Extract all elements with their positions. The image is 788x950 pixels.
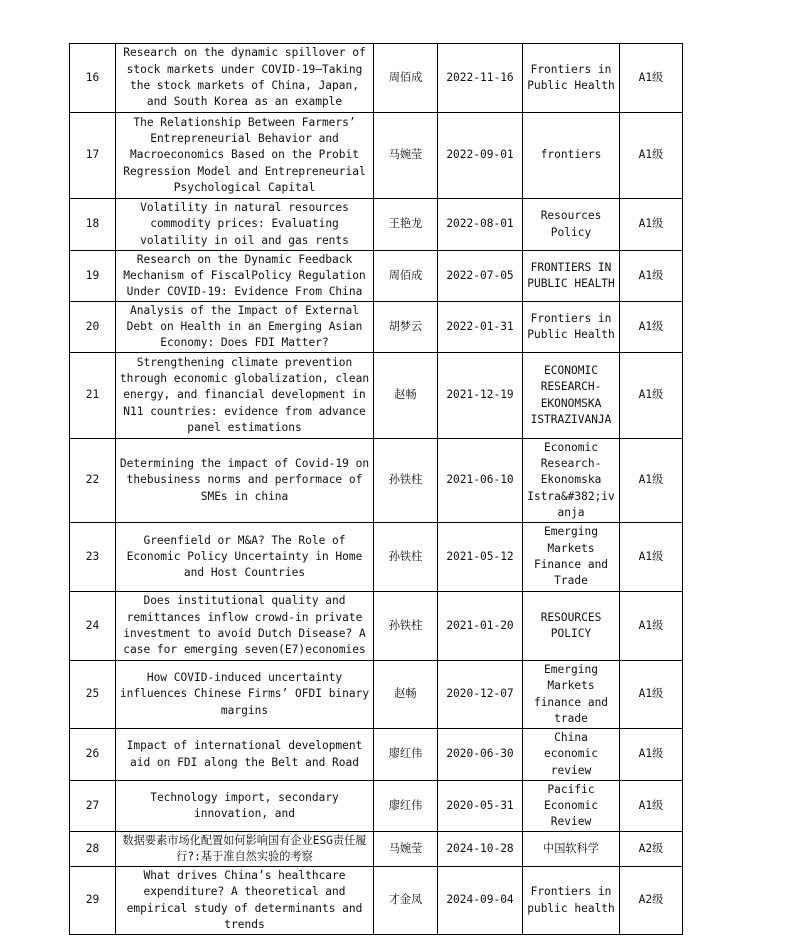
author-name: 周佰成 bbox=[374, 44, 438, 113]
paper-title: What drives China’s healthcare expenditure? A theoretical and empirical study of determinants and trends bbox=[116, 867, 374, 935]
table-row bbox=[70, 781, 683, 832]
author-name: 胡梦云 bbox=[374, 302, 438, 353]
journal-name: Frontiers in public health bbox=[523, 867, 620, 935]
table-row bbox=[70, 867, 683, 935]
journal-level: A1级 bbox=[620, 439, 683, 523]
publication-date: 2022-08-01 bbox=[438, 199, 523, 251]
journal-name: Pacific Economic Review bbox=[523, 781, 620, 832]
row-number: 18 bbox=[70, 199, 116, 251]
journal-name: Resources Policy bbox=[523, 199, 620, 251]
journal-level: A1级 bbox=[620, 353, 683, 439]
publication-table bbox=[69, 43, 683, 935]
journal-name: RESOURCES POLICY bbox=[523, 592, 620, 661]
paper-title: The Relationship Between Farmers’ Entrepreneurial Behavior and Macroeconomics Based on the Probit Regression Model and Entrepreneurial Psychological Capital bbox=[116, 113, 374, 199]
publication-date: 2022-07-05 bbox=[438, 251, 523, 302]
paper-title: How COVID-induced uncertainty influences Chinese Firms’ OFDI binary margins bbox=[116, 661, 374, 729]
row-number: 19 bbox=[70, 251, 116, 302]
row-number: 22 bbox=[70, 439, 116, 523]
table-row bbox=[70, 592, 683, 661]
table-row bbox=[70, 353, 683, 439]
table-row bbox=[70, 523, 683, 592]
table-row bbox=[70, 832, 683, 867]
journal-name: Emerging Markets Finance and Trade bbox=[523, 523, 620, 592]
author-name: 廖红伟 bbox=[374, 729, 438, 781]
table-row bbox=[70, 439, 683, 523]
row-number: 21 bbox=[70, 353, 116, 439]
table-row bbox=[70, 729, 683, 781]
row-number: 25 bbox=[70, 661, 116, 729]
journal-level: A2级 bbox=[620, 867, 683, 935]
row-number: 29 bbox=[70, 867, 116, 935]
paper-title: Research on the Dynamic Feedback Mechanism of FiscalPolicy Regulation Under COVID-19: Evidence From China bbox=[116, 251, 374, 302]
publication-date: 2022-11-16 bbox=[438, 44, 523, 113]
journal-name: ECONOMIC RESEARCH-EKONOMSKA ISTRAZIVANJA bbox=[523, 353, 620, 439]
journal-level: A1级 bbox=[620, 199, 683, 251]
paper-title: Greenfield or M&A? The Role of Economic Policy Uncertainty in Home and Host Countries bbox=[116, 523, 374, 592]
publication-date: 2024-10-28 bbox=[438, 832, 523, 867]
journal-name: Frontiers in Public Health bbox=[523, 44, 620, 113]
row-number: 16 bbox=[70, 44, 116, 113]
journal-name: Emerging Markets finance and trade bbox=[523, 661, 620, 729]
journal-name: frontiers bbox=[523, 113, 620, 199]
row-number: 20 bbox=[70, 302, 116, 353]
author-name: 赵畅 bbox=[374, 353, 438, 439]
row-number: 17 bbox=[70, 113, 116, 199]
row-number: 23 bbox=[70, 523, 116, 592]
table-row bbox=[70, 661, 683, 729]
journal-name: Economic Research-Ekonomska Istra&#382;ivanja bbox=[523, 439, 620, 523]
table-row bbox=[70, 113, 683, 199]
publication-date: 2020-06-30 bbox=[438, 729, 523, 781]
journal-level: A1级 bbox=[620, 781, 683, 832]
paper-title: Technology import, secondary innovation, and bbox=[116, 781, 374, 832]
publication-date: 2021-06-10 bbox=[438, 439, 523, 523]
publication-date: 2021-01-20 bbox=[438, 592, 523, 661]
journal-name: China economic review bbox=[523, 729, 620, 781]
paper-title: Determining the impact of Covid-19 on thebusiness norms and performace of SMEs in china bbox=[116, 439, 374, 523]
row-number: 27 bbox=[70, 781, 116, 832]
author-name: 周佰成 bbox=[374, 251, 438, 302]
row-number: 26 bbox=[70, 729, 116, 781]
author-name: 廖红伟 bbox=[374, 781, 438, 832]
journal-name: FRONTIERS IN PUBLIC HEALTH bbox=[523, 251, 620, 302]
journal-name: 中国软科学 bbox=[523, 832, 620, 867]
author-name: 孙铁柱 bbox=[374, 592, 438, 661]
publication-table-body bbox=[70, 44, 683, 935]
paper-title: Impact of international development aid on FDI along the Belt and Road bbox=[116, 729, 374, 781]
journal-level: A1级 bbox=[620, 302, 683, 353]
author-name: 马婉莹 bbox=[374, 113, 438, 199]
journal-level: A1级 bbox=[620, 523, 683, 592]
journal-level: A1级 bbox=[620, 44, 683, 113]
journal-level: A1级 bbox=[620, 113, 683, 199]
author-name: 赵畅 bbox=[374, 661, 438, 729]
publication-date: 2020-05-31 bbox=[438, 781, 523, 832]
table-row bbox=[70, 44, 683, 113]
paper-title: 数据要素市场化配置如何影响国有企业ESG责任履行?:基于准自然实验的考察 bbox=[116, 832, 374, 867]
author-name: 才金凤 bbox=[374, 867, 438, 935]
journal-level: A1级 bbox=[620, 251, 683, 302]
paper-title: Volatility in natural resources commodity prices: Evaluating volatility in oil and gas rents bbox=[116, 199, 374, 251]
paper-title: Research on the dynamic spillover of stock markets under COVID-19—Taking the stock markets of China, Japan, and South Korea as an example bbox=[116, 44, 374, 113]
row-number: 24 bbox=[70, 592, 116, 661]
author-name: 王艳龙 bbox=[374, 199, 438, 251]
table-row bbox=[70, 302, 683, 353]
paper-title: Analysis of the Impact of External Debt on Health in an Emerging Asian Economy: Does FDI Matter? bbox=[116, 302, 374, 353]
publication-date: 2022-09-01 bbox=[438, 113, 523, 199]
row-number: 28 bbox=[70, 832, 116, 867]
publication-date: 2021-12-19 bbox=[438, 353, 523, 439]
journal-level: A1级 bbox=[620, 729, 683, 781]
publication-date: 2022-01-31 bbox=[438, 302, 523, 353]
paper-title: Does institutional quality and remittances inflow crowd-in private investment to avoid Dutch Disease? A case for emerging seven(E7)economies bbox=[116, 592, 374, 661]
table-row bbox=[70, 199, 683, 251]
author-name: 孙铁柱 bbox=[374, 439, 438, 523]
journal-level: A1级 bbox=[620, 592, 683, 661]
journal-level: A2级 bbox=[620, 832, 683, 867]
journal-level: A1级 bbox=[620, 661, 683, 729]
journal-name: Frontiers in Public Health bbox=[523, 302, 620, 353]
paper-title: Strengthening climate prevention through economic globalization, clean energy, and financial development in N11 countries: evidence from advance panel estimations bbox=[116, 353, 374, 439]
author-name: 马婉莹 bbox=[374, 832, 438, 867]
publication-date: 2020-12-07 bbox=[438, 661, 523, 729]
author-name: 孙铁柱 bbox=[374, 523, 438, 592]
table-row bbox=[70, 251, 683, 302]
publication-date: 2024-09-04 bbox=[438, 867, 523, 935]
publication-date: 2021-05-12 bbox=[438, 523, 523, 592]
